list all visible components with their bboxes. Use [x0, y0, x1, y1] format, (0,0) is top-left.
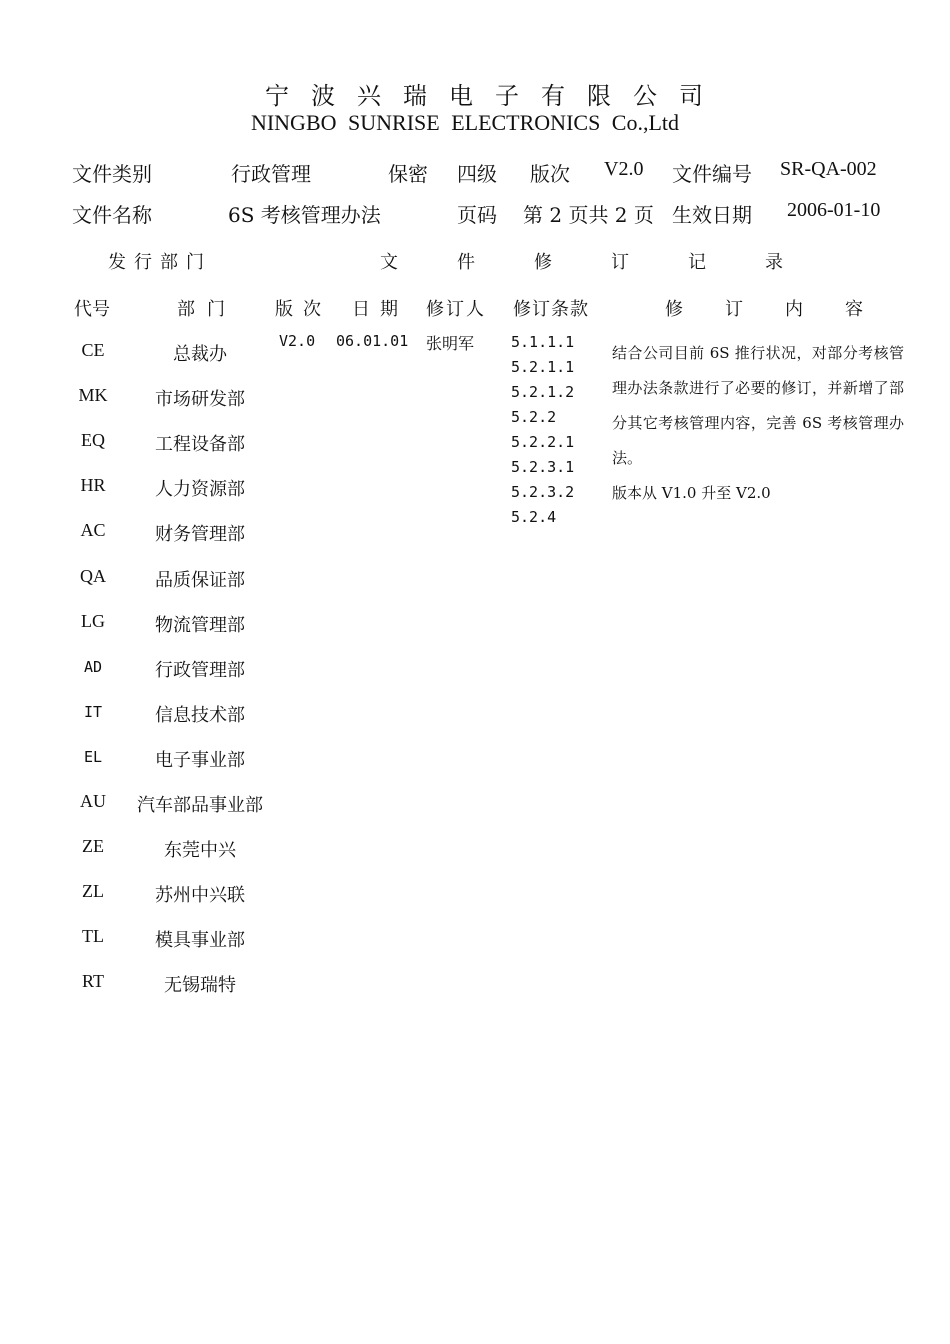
col-dept: 部门 [177, 299, 237, 320]
docno-label: 文件编号 [672, 162, 752, 186]
docno-value: SR-QA-002 [780, 158, 877, 180]
category-label: 文件类别 [72, 162, 152, 186]
revision-clauses [511, 330, 574, 530]
dept-name: 汽车部品事业部 [137, 795, 263, 816]
dept-code: HR [80, 475, 106, 496]
dept-code: AU [80, 791, 106, 811]
dept-code: IT [83, 702, 103, 721]
revision-date: 06.01.01 [336, 332, 409, 350]
dept-name: 行政管理部 [155, 659, 245, 681]
company-name-en: NINGBO SUNRISE ELECTRONICS Co.,Ltd [250, 110, 680, 135]
dept-code: QA [80, 565, 106, 586]
revision-content: 结合公司目前 6S 推行状况，对部分考核管理办法条款进行了必要的修订，并新增了部分其它考核管理内容，完善 6S 考核管理办法。 [612, 344, 904, 467]
dept-code: AC [80, 520, 106, 541]
company-name-cn: 宁波兴瑞电子有限公司 [265, 82, 725, 110]
revision-reviser: 张明军 [426, 334, 475, 353]
dept-code: LG [81, 610, 105, 631]
secrecy-value: 四级 [457, 162, 497, 186]
dept-code: EL [83, 747, 103, 766]
page-label: 页码 [457, 203, 497, 227]
revision-record-heading: 文件修订记录 [380, 252, 842, 273]
dept-name: 品质保证部 [155, 569, 245, 591]
dept-name: 苏州中兴联 [155, 885, 245, 907]
effective-label: 生效日期 [672, 203, 752, 227]
issue-dept-heading: 发行部门 [108, 252, 212, 273]
clause-item: 5.2.3.2 [511, 483, 575, 501]
dept-name: 无锡瑞特 [164, 975, 236, 997]
col-reviser: 修订人 [426, 299, 486, 320]
dept-code: CE [81, 340, 105, 360]
dept-name: 物流管理部 [155, 614, 245, 636]
col-date: 日期 [352, 299, 408, 320]
dept-name: 人力资源部 [155, 479, 245, 501]
dept-name: 财务管理部 [155, 524, 245, 546]
revision-version: V2.0 [279, 332, 316, 350]
dept-name: 市场研发部 [155, 389, 245, 411]
dept-code: TL [82, 926, 104, 947]
dept-name: 电子事业部 [155, 749, 245, 771]
clause-item: 5.2.1.2 [511, 383, 575, 401]
version-value: V2.0 [604, 158, 644, 180]
dept-code: ZE [82, 836, 104, 857]
clause-item: 5.2.4 [511, 508, 557, 526]
dept-code: AD [83, 657, 103, 676]
clause-item: 5.2.2 [511, 408, 557, 426]
clause-item: 5.2.2.1 [511, 433, 575, 451]
col-version: 版次 [275, 299, 331, 320]
page-value: 第 2 页共 2 页 [523, 203, 654, 227]
col-clauses: 修订条款 [513, 299, 589, 320]
clause-item: 5.2.3.1 [511, 458, 575, 476]
clause-item: 5.1.1.1 [511, 333, 575, 351]
dept-name: 信息技术部 [155, 704, 245, 726]
version-label: 版次 [530, 162, 570, 186]
dept-code: EQ [81, 430, 105, 451]
dept-code: RT [82, 971, 104, 992]
revision-content-note: 版本从 V1.0 升至 V2.0 [612, 484, 771, 502]
col-code: 代号 [74, 299, 110, 320]
clause-item: 5.2.1.1 [511, 358, 575, 376]
dept-name: 工程设备部 [155, 434, 245, 456]
dept-code: ZL [82, 881, 104, 902]
docname-value: 6S 考核管理办法 [228, 203, 381, 227]
category-value: 行政管理 [231, 162, 311, 186]
dept-name: 东莞中兴 [164, 840, 236, 862]
docname-label: 文件名称 [72, 203, 152, 227]
col-content: 修订内容 [665, 299, 905, 320]
secrecy-label: 保密 [388, 162, 428, 186]
effective-value: 2006-01-10 [787, 199, 881, 221]
dept-name: 总裁办 [173, 344, 227, 365]
dept-code: MK [78, 385, 108, 406]
dept-name: 模具事业部 [155, 930, 245, 952]
